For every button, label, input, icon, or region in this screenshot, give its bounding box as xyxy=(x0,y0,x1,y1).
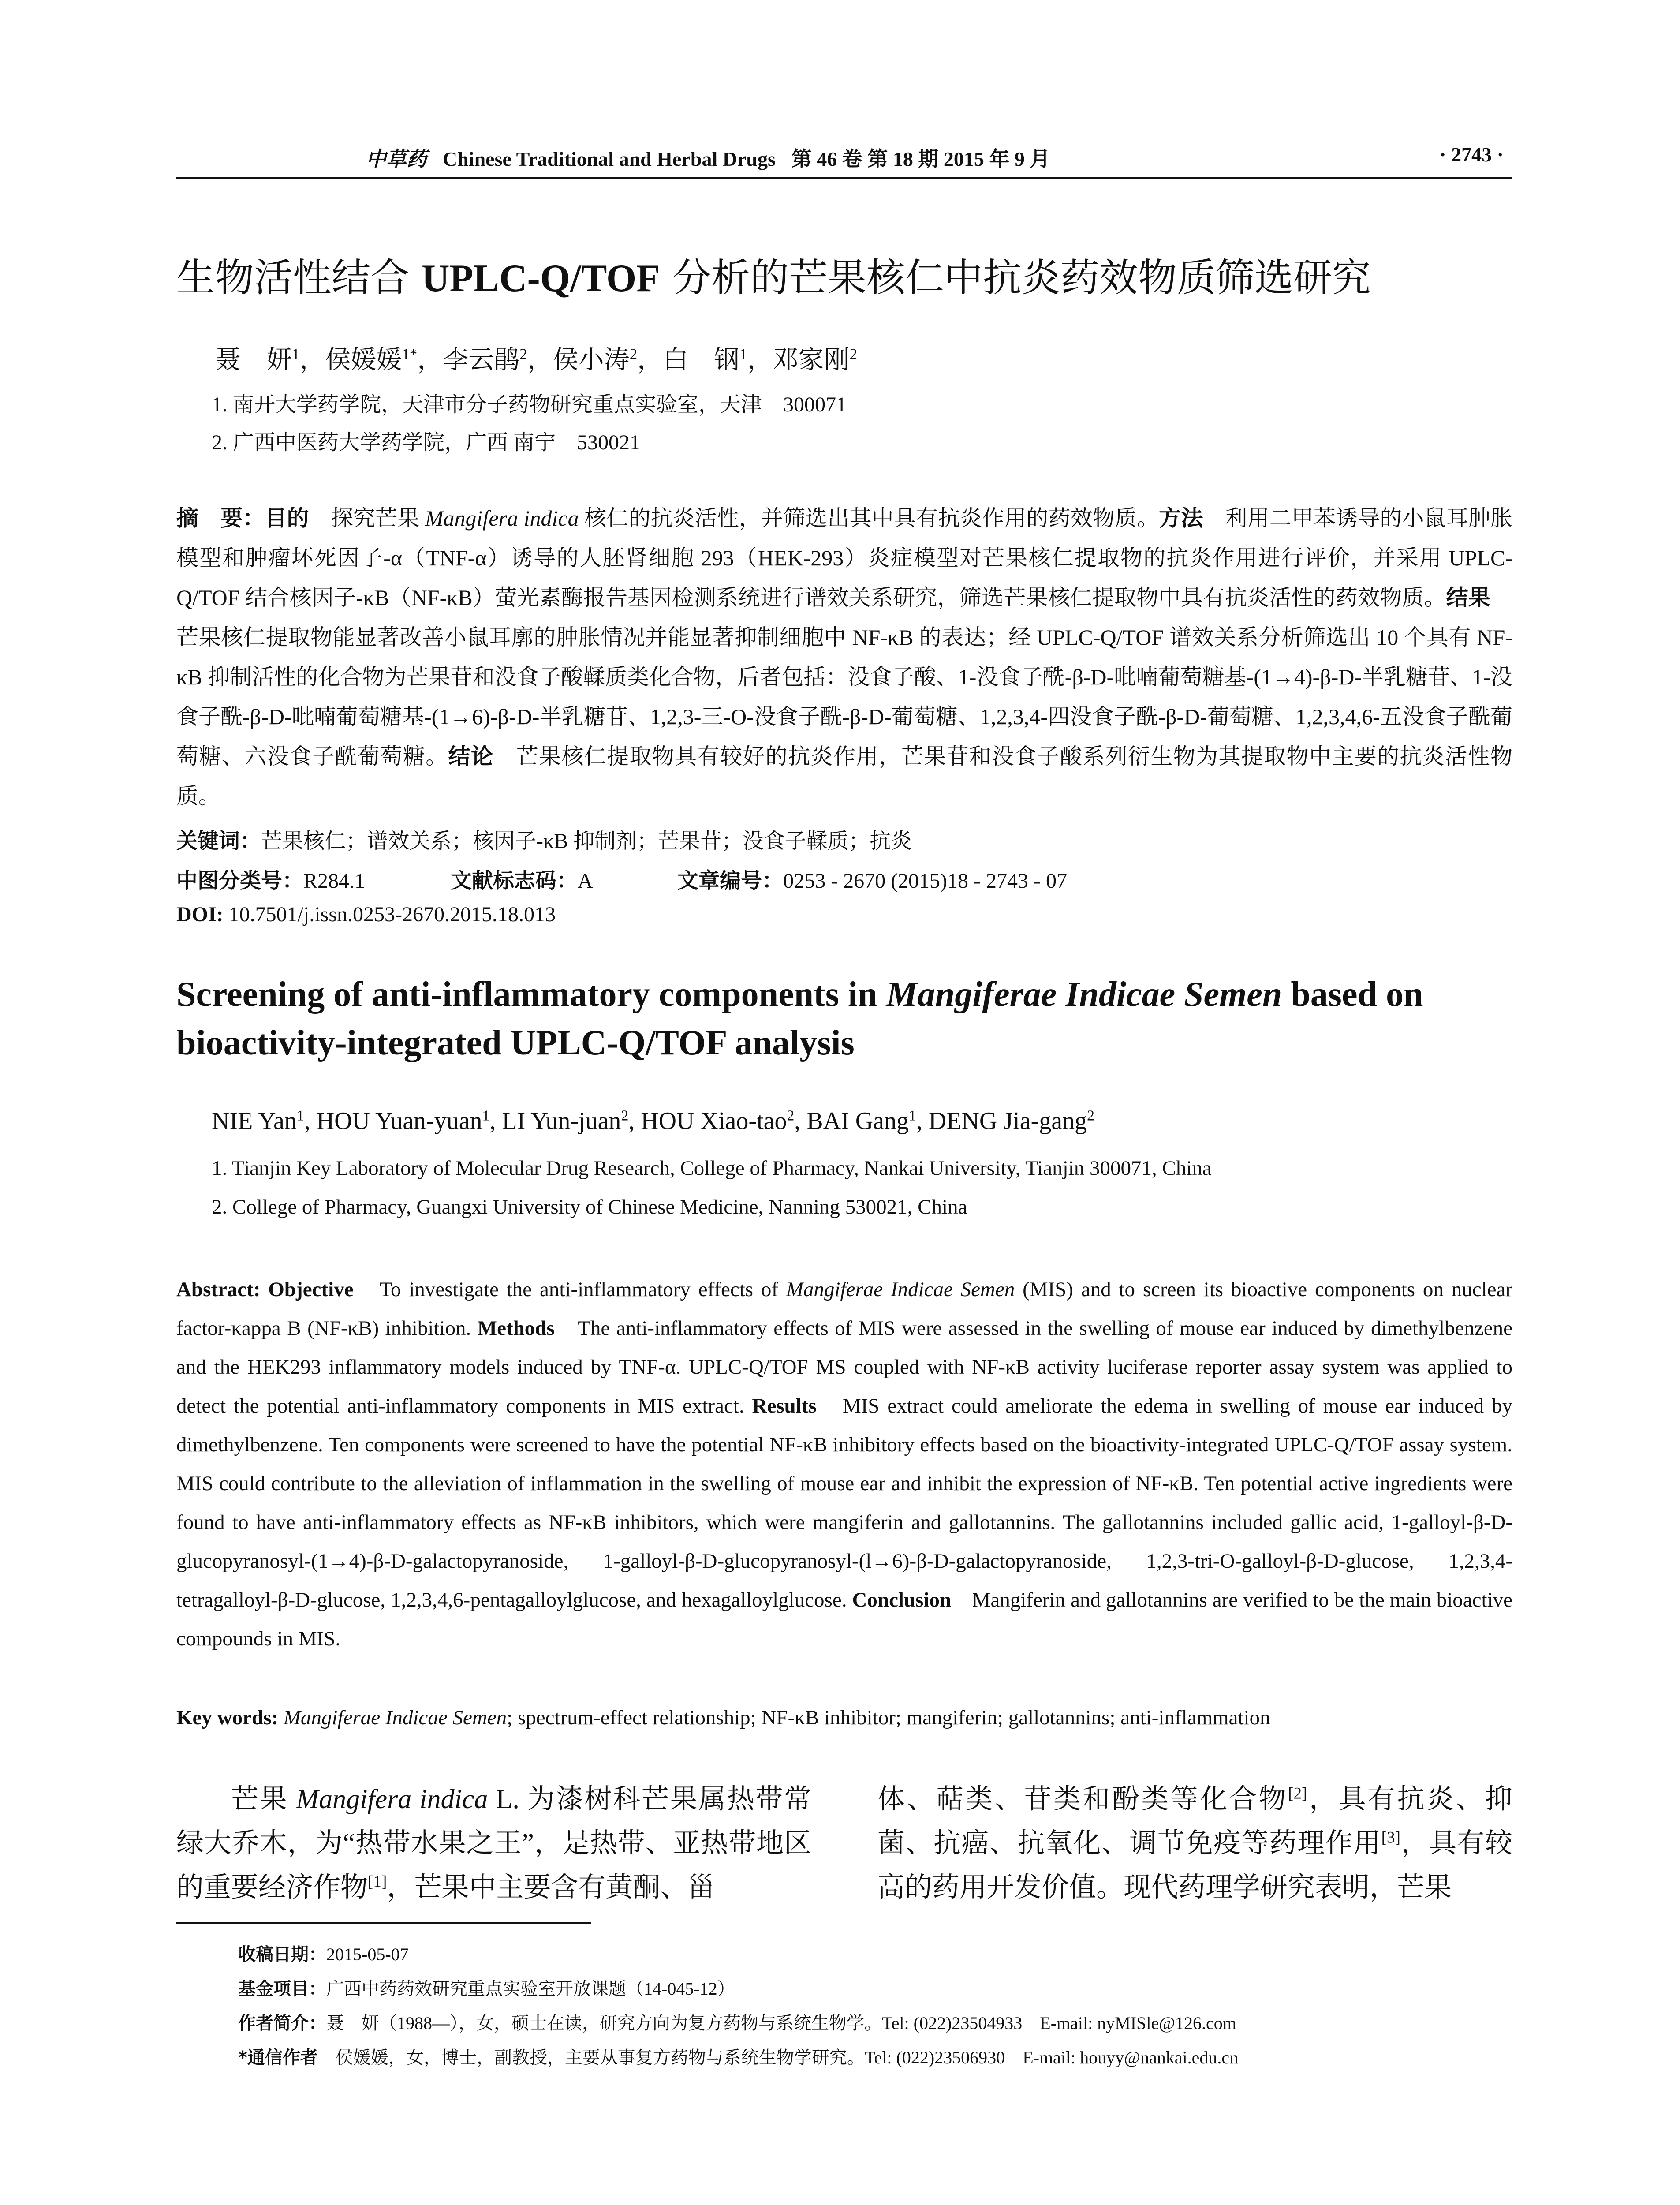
chinese-title xyxy=(176,247,1512,303)
footnote-fund: 基金项目：广西中药药效研究重点实验室开放课题（14-045-12） xyxy=(238,1979,735,1999)
author: HOU Yuan-yuan$^1$, xyxy=(316,1107,502,1135)
footnote-author-bio: 作者简介：聂 妍（1988—），女，硕士在读，研究方向为复方药物与系统生物学。Tel: (022)23504933 E-mail: nyMISle@126.com xyxy=(238,2013,1236,2033)
author: BAI Gang$^1$, xyxy=(806,1107,929,1135)
en-affiliation-1: 1. Tianjin Key Laboratory of Molecular Drug Research, College of Pharmacy, Nankai University, Tianjin 300071, China xyxy=(212,1157,1212,1180)
cn-title-part-c: 分析的芒果核仁中抗炎药效物质筛选研究 xyxy=(660,255,1371,300)
cn-affiliation-2: 2. 广西中医药大学药学院，广西 南宁 530021 xyxy=(212,431,641,454)
journal-cn-name: 中草药 xyxy=(366,148,427,170)
author: 邓家刚$^2$ xyxy=(773,345,857,374)
cn-title-part-a: 生物活性结合 xyxy=(176,255,422,300)
body-column-left: 芒果 Mangifera indica L. 为漆树科芒果属热带常绿大乔木，为“热带水果之王”，是热带、亚热带地区的重要经济作物[1]，芒果中主要含有黄酮、甾 xyxy=(176,1784,811,1902)
page-number: · 2743 · xyxy=(1439,143,1504,166)
cn-affiliation-1: 1. 南开大学药学院，天津市分子药物研究重点实验室，天津 300071 xyxy=(212,393,847,416)
footnote-rule xyxy=(176,1922,591,1924)
cn-title-part-b: UPLC-Q/TOF xyxy=(421,257,661,300)
author: 白 钢$^1$， xyxy=(663,345,773,374)
chinese-abstract: 摘 要：目的 探究芒果 Mangifera indica 核仁的抗炎活性，并筛选出其中具有抗炎作用的药效物质。方法 利用二甲苯诱导的小鼠耳肿胀模型和肿瘤坏死因子-α（TNF-α）诱导的人胚肾细胞 293（HEK-293）炎症模型对芒果核仁提取物的抗炎作用进行评价，并采用 UPLC-Q/TOF 结合核因子-κB（NF-κB）萤光素酶报告基因检测系统进行谱效关系研究，筛选芒果核仁提取物中具有抗炎活性的药效物质。结果 芒果核仁提取物能显著改善小鼠耳廓的肿胀情况并能显著抑制细胞中 NF-κB 的表达；经 UPLC-Q/TOF 谱效关系分析筛选出 10 个具有 NF-κB 抑制活性的化合物为芒果苷和没食子酸鞣质类化合物，后者包括：没食子酸、1-没食子酰-β-D-吡喃葡萄糖基-(1→4)-β-D-半乳糖苷、1-没食子酰-β-D-吡喃葡萄糖基-(1→6)-β-D-半乳糖苷、1,2,3-三-O-没食子酰-β-D-葡萄糖、1,2,3,4-四没食子酰-β-D-葡萄糖、1,2,3,4,6-五没食子酰葡萄糖、六没食子酰葡萄糖。结论 芒果核仁提取物具有较好的抗炎作用，芒果苷和没食子酸系列衍生物为其提取物中主要的抗炎活性物质。 xyxy=(176,505,1513,808)
author: NIE Yan$^1$, xyxy=(212,1107,317,1135)
journal-info xyxy=(366,143,1050,172)
cn-keywords: 关键词：芒果核仁；谱效关系；核因子-κB 抑制剂；芒果苷；没食子鞣质；抗炎 xyxy=(176,829,912,853)
english-keywords: Key words: Mangiferae Indicae Semen; spectrum-effect relationship; NF-κB inhibitor; mangiferin; gallotannins; anti-inflammation xyxy=(176,1706,1270,1729)
footnote-corresponding: *通信作者 侯媛媛，女，博士，副教授，主要从事复方药物与系统生物学研究。Tel: (022)23506930 E-mail: houyy@nankai.edu.cn xyxy=(238,2048,1239,2068)
author: 聂 妍$^1$， xyxy=(215,345,325,374)
author: LI Yun-juan$^2$, xyxy=(502,1107,641,1135)
author: 侯媛媛$^{1*}$， xyxy=(325,345,443,374)
journal-en-name: Chinese Traditional and Herbal Drugs xyxy=(443,148,776,170)
doi: DOI: 10.7501/j.issn.0253-2670.2015.18.013 xyxy=(176,903,556,926)
author: HOU Xiao-tao$^2$, xyxy=(641,1107,807,1135)
author: 李云鹃$^2$， xyxy=(443,345,553,374)
chinese-authors xyxy=(215,339,857,376)
en-affiliation-2: 2. College of Pharmacy, Guangxi University of Chinese Medicine, Nanning 530021, China xyxy=(212,1196,967,1218)
author: DENG Jia-gang$^2$ xyxy=(928,1107,1094,1135)
running-header xyxy=(176,140,1512,179)
english-title: Screening of anti-inflammatory components in Mangiferae Indicae Semen based on bioactivity-integrated UPLC-Q/TOF analysis xyxy=(176,975,1423,1062)
body-column-right: 体、萜类、苷类和酚类等化合物[2]，具有抗炎、抑菌、抗癌、抗氧化、调节免疫等药理作用[3]，具有较高的药用开发价值。现代药理学研究表明，芒果 xyxy=(877,1784,1512,1902)
author: 侯小涛$^2$， xyxy=(553,345,663,374)
footnote-received: 收稿日期：2015-05-07 xyxy=(238,1944,409,1965)
english-abstract: Abstract: Objective To investigate the anti-inflammatory effects of Mangiferae Indicae Semen (MIS) and to screen its bioactive components on nuclear factor-κappa B (NF-κB) inhibition. Methods The anti-inflammatory effects of MIS were assessed in the swelling of mouse ear induced by dimethylbenzene and the HEK293 inflammatory models induced by TNF-α. UPLC-Q/TOF MS coupled with NF-κB activity luciferase reporter assay system was applied to detect the potential anti-inflammatory components in MIS extract. Results MIS extract could ameliorate the edema in swelling of mouse ear induced by dimethylbenzene. Ten components were screened to have the potential NF-κB inhibitory effects based on the bioactivity-integrated UPLC-Q/TOF assay system. MIS could contribute to the alleviation of inflammation in the swelling of mouse ear and inhibit the expression of NF-κB. Ten potential active ingredients were found to have anti-inflammatory effects as NF-κB inhibitors, which were mangiferin and gallotannins. The gallotannins included gallic acid, 1-galloyl-β-D-glucopyranosyl-(1→4)-β-D-galactopyranoside, 1-galloyl-β-D-glucopyranosyl-(l→6)-β-D-galactopyranoside, 1,2,3-tri-O-galloyl-β-D-glucose, 1,2,3,4-tetragalloyl-β-D-glucose, 1,2,3,4,6-pentagalloylglucose, and hexagalloylglucose. Conclusion Mangiferin and gallotannins are verified to be the main bioactive compounds in MIS. xyxy=(176,1278,1513,1650)
classification-line: 中图分类号：R284.1 文献标志码：A 文章编号：0253 - 2670 (2015)18 - 2743 - 07 xyxy=(176,868,1067,893)
english-authors xyxy=(212,1107,1094,1135)
volume-issue: 第 46 卷 第 18 期 2015 年 9 月 xyxy=(791,148,1050,170)
